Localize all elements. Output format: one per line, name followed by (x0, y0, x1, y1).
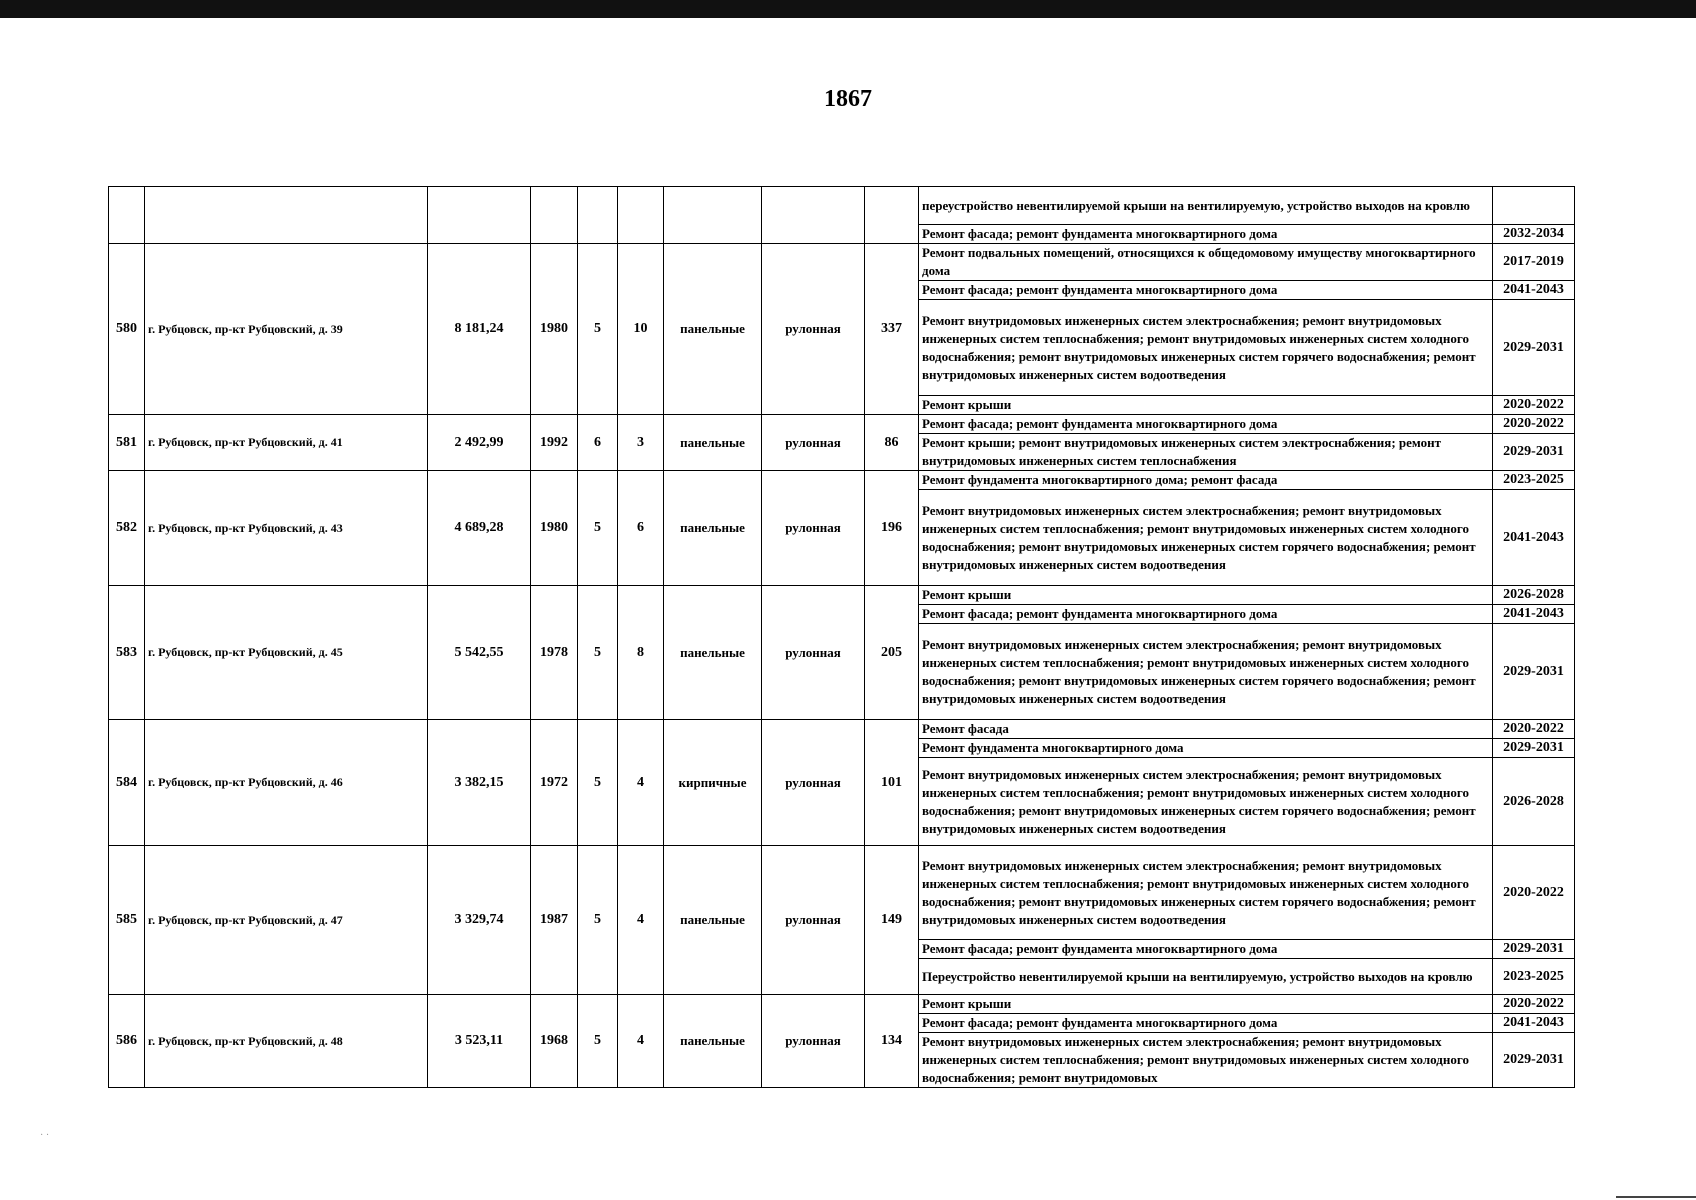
work-period: 2041-2043 (1493, 605, 1575, 624)
work-period: 2026-2028 (1493, 758, 1575, 846)
work-description: Ремонт крыши; ремонт внутридомовых инженерных систем электроснабжения; ремонт внутридомовых инженерных систем теплоснабжения (919, 434, 1493, 471)
repair-schedule-table (108, 186, 1575, 1088)
work-description: Ремонт фасада; ремонт фундамента многоквартирного дома (919, 281, 1493, 300)
apartment-count: 149 (865, 846, 919, 995)
entrance-count: 3 (618, 415, 664, 471)
work-description: Ремонт фундамента многоквартирного дома (919, 739, 1493, 758)
work-description: Ремонт крыши (919, 396, 1493, 415)
floor-count: 5 (578, 846, 618, 995)
floor-count: 5 (578, 244, 618, 415)
work-period: 2041-2043 (1493, 1014, 1575, 1033)
work-period: 2032-2034 (1493, 225, 1575, 244)
table-row (109, 846, 1575, 940)
wall-material: панельные (664, 471, 762, 586)
wall-material (664, 187, 762, 244)
build-year: 1980 (531, 471, 578, 586)
roof-type: рулонная (762, 471, 865, 586)
building-address: г. Рубцовск, пр-кт Рубцовский, д. 45 (145, 586, 428, 720)
building-number (109, 187, 145, 244)
building-area: 3 329,74 (428, 846, 531, 995)
roof-type: рулонная (762, 995, 865, 1088)
apartment-count: 337 (865, 244, 919, 415)
entrance-count: 4 (618, 720, 664, 846)
entrance-count (618, 187, 664, 244)
work-period: 2020-2022 (1493, 846, 1575, 940)
work-description: Ремонт фасада; ремонт фундамента многоквартирного дома (919, 1014, 1493, 1033)
building-area: 3 382,15 (428, 720, 531, 846)
floor-count: 5 (578, 586, 618, 720)
work-period: 2029-2031 (1493, 739, 1575, 758)
building-area: 4 689,28 (428, 471, 531, 586)
work-description: Ремонт крыши (919, 586, 1493, 605)
work-period: 2023-2025 (1493, 959, 1575, 995)
work-period (1493, 187, 1575, 225)
work-description: Ремонт внутридомовых инженерных систем электроснабжения; ремонт внутридомовых инженерных систем теплоснабжения; ремонт внутридомовых инженерных систем холодного водоснабжения; ремонт внутридомовых (919, 1033, 1493, 1088)
wall-material: панельные (664, 846, 762, 995)
work-description: Ремонт внутридомовых инженерных систем электроснабжения; ремонт внутридомовых инженерных систем теплоснабжения; ремонт внутридомовых инженерных систем холодного водоснабжения; ремонт внутридомовых инженерных систем горячего водоснабжения; ремонт внутридомовых инженерных систем водоотведения (919, 490, 1493, 586)
work-description: Ремонт фундамента многоквартирного дома; ремонт фасада (919, 471, 1493, 490)
wall-material: панельные (664, 586, 762, 720)
work-description: Ремонт крыши (919, 995, 1493, 1014)
building-number: 580 (109, 244, 145, 415)
work-period: 2029-2031 (1493, 434, 1575, 471)
build-year (531, 187, 578, 244)
roof-type: рулонная (762, 244, 865, 415)
scan-artifact: · · (40, 1130, 50, 1141)
roof-type (762, 187, 865, 244)
work-period: 2041-2043 (1493, 281, 1575, 300)
work-period: 2029-2031 (1493, 300, 1575, 396)
table-row (109, 995, 1575, 1014)
roof-type: рулонная (762, 846, 865, 995)
work-period: 2023-2025 (1493, 471, 1575, 490)
apartment-count (865, 187, 919, 244)
floor-count: 5 (578, 471, 618, 586)
entrance-count: 4 (618, 995, 664, 1088)
building-area: 8 181,24 (428, 244, 531, 415)
table-row (109, 586, 1575, 605)
work-period: 2029-2031 (1493, 940, 1575, 959)
building-number: 585 (109, 846, 145, 995)
work-description: Ремонт внутридомовых инженерных систем электроснабжения; ремонт внутридомовых инженерных систем теплоснабжения; ремонт внутридомовых инженерных систем холодного водоснабжения; ремонт внутридомовых инженерных систем горячего водоснабжения; ремонт внутридомовых инженерных систем водоотведения (919, 758, 1493, 846)
building-area: 3 523,11 (428, 995, 531, 1088)
scan-artifact-line (1616, 1196, 1696, 1198)
apartment-count: 196 (865, 471, 919, 586)
table-row (109, 187, 1575, 225)
floor-count: 6 (578, 415, 618, 471)
apartment-count: 101 (865, 720, 919, 846)
work-description: Переустройство невентилируемой крыши на вентилируемую, устройство выходов на кровлю (919, 959, 1493, 995)
page-number: 1867 (824, 86, 872, 112)
work-period: 2020-2022 (1493, 720, 1575, 739)
work-description: Ремонт фасада; ремонт фундамента многоквартирного дома (919, 225, 1493, 244)
table-row (109, 415, 1575, 434)
entrance-count: 8 (618, 586, 664, 720)
building-area (428, 187, 531, 244)
scan-top-border (0, 0, 1696, 18)
work-period: 2020-2022 (1493, 415, 1575, 434)
building-area: 2 492,99 (428, 415, 531, 471)
work-description: Ремонт фасада; ремонт фундамента многоквартирного дома (919, 605, 1493, 624)
work-period: 2017-2019 (1493, 244, 1575, 281)
table-row (109, 244, 1575, 281)
work-period: 2020-2022 (1493, 995, 1575, 1014)
building-address: г. Рубцовск, пр-кт Рубцовский, д. 47 (145, 846, 428, 995)
work-description: Ремонт фасада (919, 720, 1493, 739)
build-year: 1987 (531, 846, 578, 995)
wall-material: панельные (664, 415, 762, 471)
entrance-count: 6 (618, 471, 664, 586)
build-year: 1980 (531, 244, 578, 415)
floor-count: 5 (578, 995, 618, 1088)
work-description: Ремонт внутридомовых инженерных систем электроснабжения; ремонт внутридомовых инженерных систем теплоснабжения; ремонт внутридомовых инженерных систем холодного водоснабжения; ремонт внутридомовых инженерных систем горячего водоснабжения; ремонт внутридомовых инженерных систем водоотведения (919, 846, 1493, 940)
build-year: 1972 (531, 720, 578, 846)
build-year: 1992 (531, 415, 578, 471)
work-description: Ремонт фасада; ремонт фундамента многоквартирного дома (919, 940, 1493, 959)
wall-material: панельные (664, 995, 762, 1088)
building-number: 582 (109, 471, 145, 586)
building-address: г. Рубцовск, пр-кт Рубцовский, д. 46 (145, 720, 428, 846)
work-description: Ремонт подвальных помещений, относящихся к общедомовому имуществу многоквартирного дома (919, 244, 1493, 281)
build-year: 1968 (531, 995, 578, 1088)
work-description: Ремонт фасада; ремонт фундамента многоквартирного дома (919, 415, 1493, 434)
build-year: 1978 (531, 586, 578, 720)
roof-type: рулонная (762, 720, 865, 846)
floor-count: 5 (578, 720, 618, 846)
table-row (109, 720, 1575, 739)
work-description: Ремонт внутридомовых инженерных систем электроснабжения; ремонт внутридомовых инженерных систем теплоснабжения; ремонт внутридомовых инженерных систем холодного водоснабжения; ремонт внутридомовых инженерных систем горячего водоснабжения; ремонт внутридомовых инженерных систем водоотведения (919, 300, 1493, 396)
building-address (145, 187, 428, 244)
wall-material: панельные (664, 244, 762, 415)
entrance-count: 10 (618, 244, 664, 415)
work-period: 2041-2043 (1493, 490, 1575, 586)
entrance-count: 4 (618, 846, 664, 995)
work-period: 2029-2031 (1493, 1033, 1575, 1088)
wall-material: кирпичные (664, 720, 762, 846)
building-address: г. Рубцовск, пр-кт Рубцовский, д. 43 (145, 471, 428, 586)
apartment-count: 86 (865, 415, 919, 471)
work-description: переустройство невентилируемой крыши на вентилируемую, устройство выходов на кровлю (919, 187, 1493, 225)
roof-type: рулонная (762, 415, 865, 471)
work-period: 2020-2022 (1493, 396, 1575, 415)
building-address: г. Рубцовск, пр-кт Рубцовский, д. 39 (145, 244, 428, 415)
work-description: Ремонт внутридомовых инженерных систем электроснабжения; ремонт внутридомовых инженерных систем теплоснабжения; ремонт внутридомовых инженерных систем холодного водоснабжения; ремонт внутридомовых инженерных систем горячего водоснабжения; ремонт внутридомовых инженерных систем водоотведения (919, 624, 1493, 720)
building-address: г. Рубцовск, пр-кт Рубцовский, д. 48 (145, 995, 428, 1088)
table-row (109, 471, 1575, 490)
building-address: г. Рубцовск, пр-кт Рубцовский, д. 41 (145, 415, 428, 471)
floor-count (578, 187, 618, 244)
roof-type: рулонная (762, 586, 865, 720)
apartment-count: 134 (865, 995, 919, 1088)
work-period: 2029-2031 (1493, 624, 1575, 720)
work-period: 2026-2028 (1493, 586, 1575, 605)
building-number: 581 (109, 415, 145, 471)
apartment-count: 205 (865, 586, 919, 720)
building-number: 583 (109, 586, 145, 720)
building-number: 586 (109, 995, 145, 1088)
building-area: 5 542,55 (428, 586, 531, 720)
building-number: 584 (109, 720, 145, 846)
